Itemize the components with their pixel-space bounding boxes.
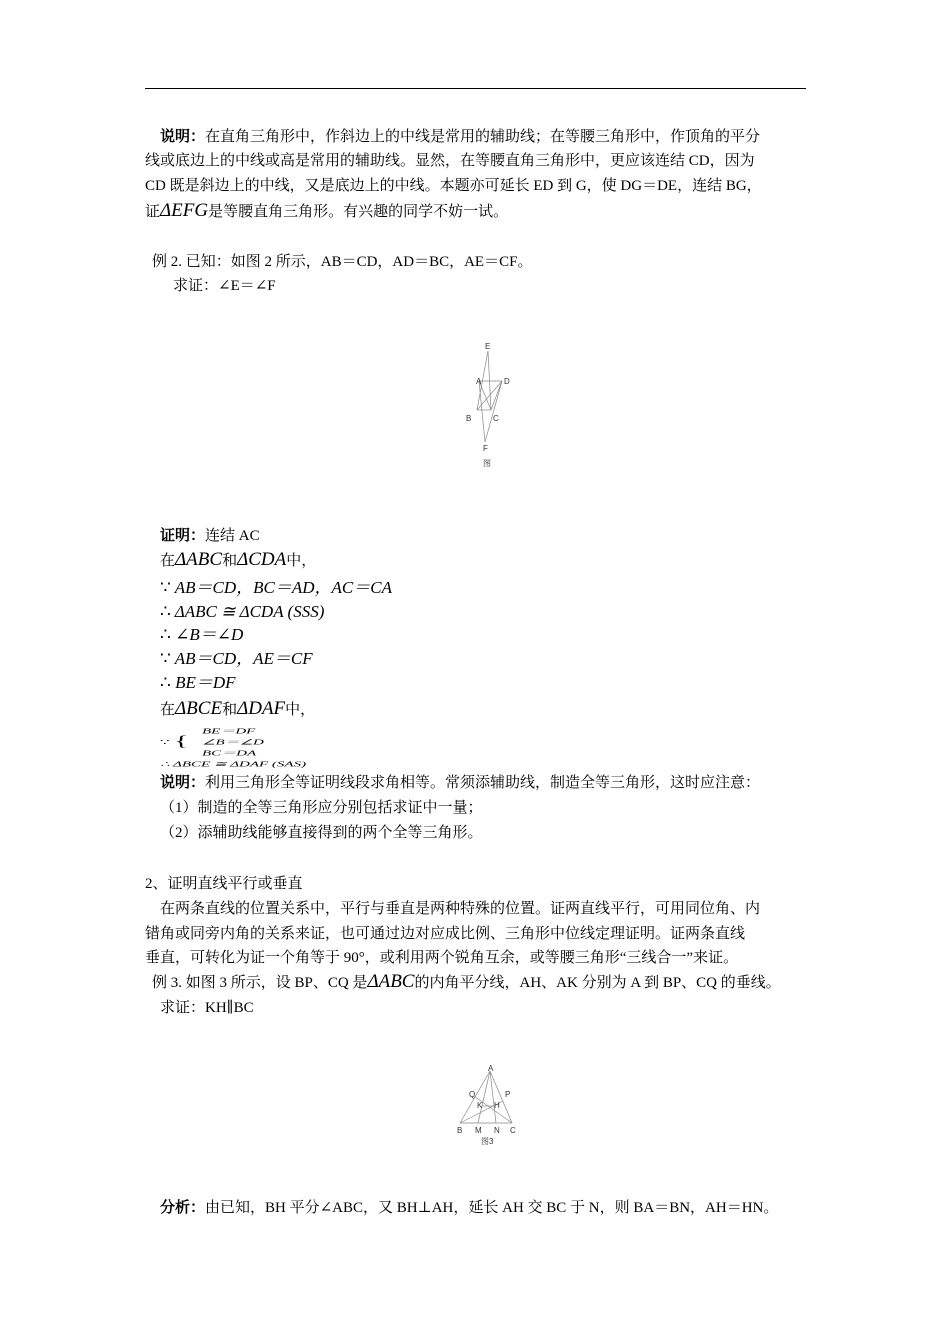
fig3-label-h: H [494,1101,500,1110]
proof2-brace: { [174,732,189,749]
example3-prove: 求证：KH∥BC [160,1000,254,1016]
proof2-because-sym: ∵ [160,738,170,747]
section2-p1: 在两条直线的位置关系中，平行与垂直是两种特殊的位置。证两直线平行，可用同位角、内 [160,901,761,917]
proof2-step4: ∵ AB＝CD，AE＝CF [160,649,313,668]
proof2-c1: BE＝DF [202,727,256,736]
analysis-label: 分析： [160,1200,206,1216]
fig3-label-q: Q [469,1090,476,1099]
note1-line3: CD 既是斜边上的中线，又是底边上的中线。本题亦可延长 ED 到 G，使 DG＝DE，连结 BG， [145,178,762,194]
fig3-label-m: M [475,1126,482,1135]
section2-p3: 垂直，可转化为证一个角等于 90°，或利用两个锐角互余，或等腰三角形“三线合一”来证。 [145,950,739,966]
example2-prove: 求证：∠E＝∠F [173,278,276,294]
fig2-edge-df [485,381,502,442]
fig2-edge-dc [491,381,502,410]
section2-p2: 错角或同旁内角的关系来证，也可通过边对应成比例、三角形中位线定理证明。证两条直线 [145,926,746,942]
proof2-step1: ∵ AB＝CD，BC＝AD，AC＝CA [160,578,392,597]
example2-given: 例 2. 已知：如图 2 所示，AB＝CD，AD＝BC，AE＝CF。 [152,254,533,270]
proof2-step3: ∴ ∠B＝∠D [160,625,244,644]
fig3-label-p: P [505,1090,511,1099]
figure-2 [455,338,525,473]
proof2-in1: 在ΔABC和ΔCDA中， [160,549,317,570]
analysis-line: 分析：由已知，BH 平分∠ABC，又 BH⊥AH，延长 AH 交 BC 于 N，则 BA＝BN，AH＝HN。 [160,1200,779,1216]
proof2-step5: ∴ BE＝DF [160,673,236,692]
note1-line4: 证ΔEFG是等腰直角三角形。有兴趣的同学不妨一试。 [145,200,509,221]
fig3-label-c: C [510,1126,516,1135]
proof2-c3: BC＝DA [202,749,257,758]
note2-item1: （1）制造的全等三角形应分别包括求证中一量； [160,800,483,816]
note1-line1: 说明：在直角三角形中，作斜边上的中线是常用的辅助线；在等腰三角形中，作顶角的平分 [160,129,761,145]
proof2-step2: ∴ ΔABC ≅ ΔCDA (SSS) [160,602,325,621]
proof2-compressed-block [160,726,460,770]
proof2-c4: ∴ ΔBCE ≅ ΔDAF (SAS) [160,760,307,769]
section2-heading: 2、证明直线平行或垂直 [145,876,303,892]
fig2-label-d: D [504,377,510,386]
fig2-label-b: B [466,414,472,423]
fig3-label-a: A [488,1064,494,1073]
note2-label: 说明： [160,775,206,791]
fig2-edge-ec [488,351,491,410]
note2-item2: （2）添辅助线能够直接得到的两个全等三角形。 [160,825,483,841]
proof2-intro: 证明：连结 AC [160,528,260,544]
proof2-c2: ∠B＝∠D [202,738,264,747]
fig2-label-e: E [485,342,491,351]
note1-line2: 线或底边上的中线或高是常用的辅助线。显然，在等腰直角三角形中，更应该连结 CD，因为 [145,153,755,169]
fig3-caption: 图3 [481,1137,494,1146]
fig2-caption: 图 [483,459,491,468]
example3-given: 例 3. 如图 3 所示，设 BP、CQ 是ΔABC的内角平分线，AH、AK 分别为 A 到 BP、CQ 的垂线。 [152,971,781,992]
proof2-label: 证明： [160,528,206,544]
fig3-label-b: B [457,1126,463,1135]
figure-3 [450,1063,525,1148]
fig3-label-n: N [494,1126,500,1135]
fig2-edge-af [479,381,485,442]
note1-label: 说明： [160,129,206,145]
header-rule [145,88,806,89]
fig2-label-c: C [493,414,499,423]
fig3-label-k: K [477,1101,483,1110]
fig3-edge-am [478,1071,490,1123]
proof2-in2: 在ΔBCE和ΔDAF中， [160,698,316,719]
note2-line: 说明：利用三角形全等证明线段求角相等。常须添辅助线，制造全等三角形，这时应注意： [160,775,761,791]
fig2-label-f: F [483,444,488,453]
fig2-label-a: A [476,377,482,386]
